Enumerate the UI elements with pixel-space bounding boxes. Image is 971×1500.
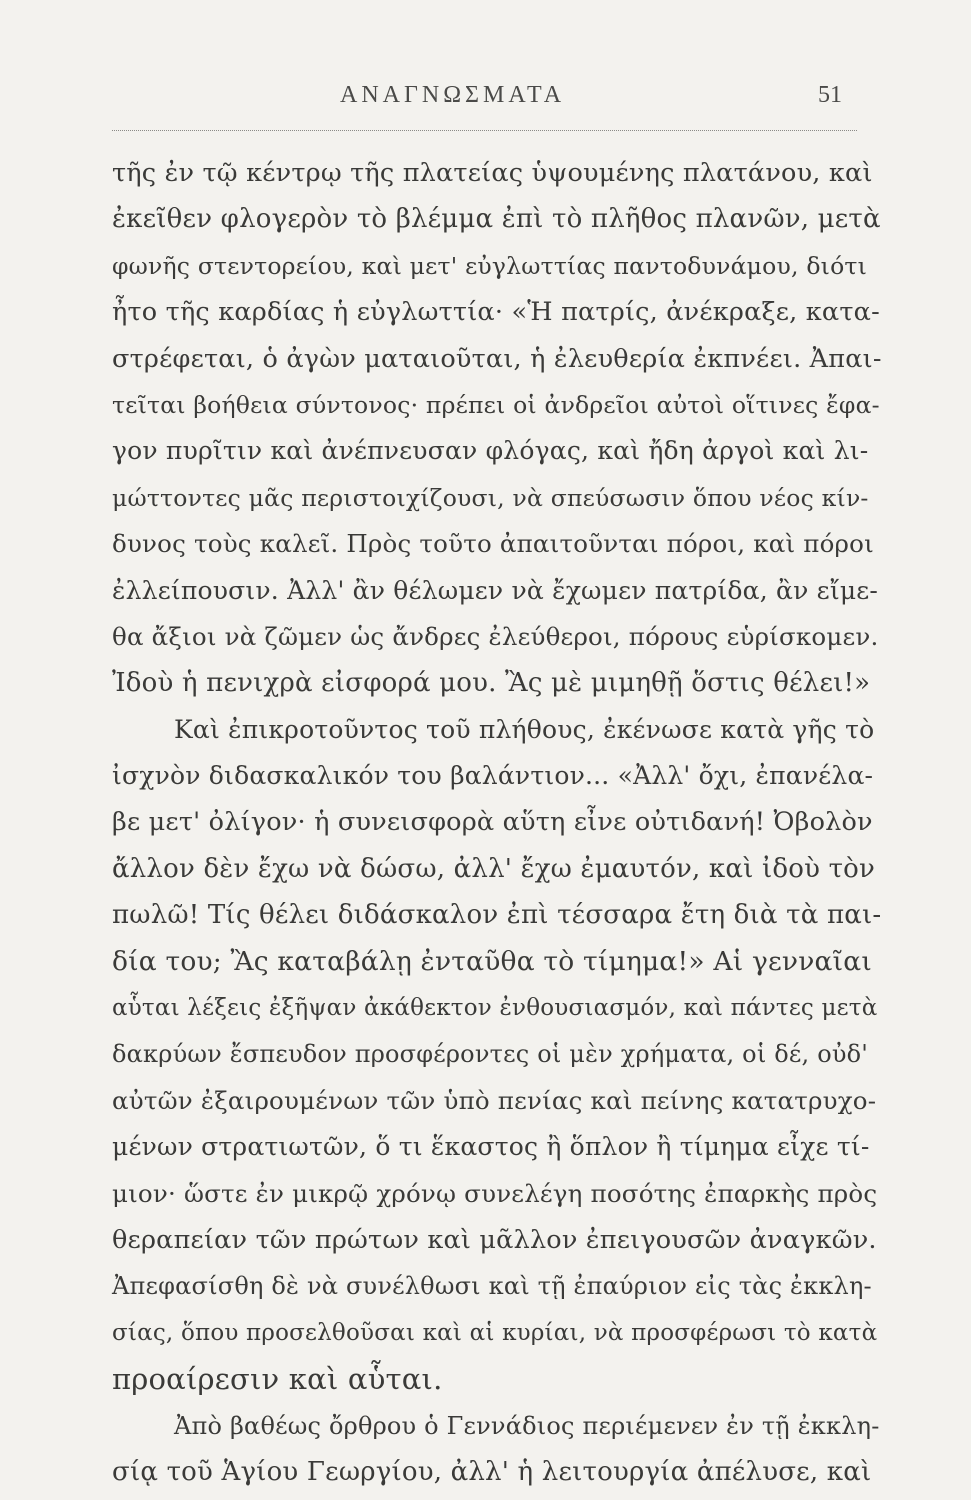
text-line: θα ἄξιοι νὰ ζῶμεν ὡς ἄνδρες ἐλεύθεροι, πόρους εὑρίσκομεν. — [112, 621, 879, 651]
text-line: πωλῶ! Τίς θέλει διδάσκαλον ἐπὶ τέσσαρα ἔτη διὰ τὰ παι- — [112, 900, 882, 931]
text-line: σίας, ὅπου προσελθοῦσαι καὶ αἱ κυρίαι, νὰ προσφέρωσι τὸ κατὰ — [112, 1319, 878, 1346]
text-line: μώττοντες μᾶς περιστοιχίζουσι, νὰ σπεύσωσιν ὅπου νέος κίν- — [112, 483, 869, 512]
text-line: αὐτῶν ἐξαιρουμένων τῶν ὑπὸ πενίας καὶ πείνης κατατρυχο- — [112, 1085, 877, 1115]
text-line: ἄλλον δὲν ἔχω νὰ δώσω, ἀλλ' ἔχω ἐμαυτόν, καὶ ἰδοὺ τὸν — [112, 853, 876, 884]
body-text — [112, 150, 882, 1495]
text-line: δυνος τοὺς καλεῖ. Πρὸς τοῦτο ἀπαιτοῦνται πόροι, καὶ πόροι — [112, 529, 874, 559]
text-line: σίᾳ τοῦ Ἁγίου Γεωργίου, ἀλλ' ἡ λειτουργία ἀπέλυσε, καὶ — [112, 1456, 872, 1487]
text-line: δία του; Ἂς καταβάλῃ ἐνταῦθα τὸ τίμημα!» Αἱ γενναῖαι — [112, 945, 872, 977]
paragraph-first-line: Ἀπὸ βαθέως ὄρθρου ὁ Γεννάδιος περιέμενεν ἐν τῇ ἐκκλη- — [174, 1411, 880, 1440]
running-title: ΑΝΑΓΝΩΣΜΑΤΑ — [340, 82, 566, 108]
text-line: βε μετ' ὀλίγον· ἡ συνεισφορὰ αὕτη εἶνε οὐτιδανή! Ὀβολὸν — [112, 807, 873, 838]
paragraph-first-line: Καὶ ἐπικροτοῦντος τοῦ πλήθους, ἐκένωσε κατὰ γῆς τὸ — [174, 714, 875, 744]
text-line: προαίρεσιν καὶ αὗται. — [112, 1362, 443, 1397]
text-line: ἐλλείπουσιν. Ἀλλ' ἂν θέλωμεν νὰ ἔχωμεν πατρίδα, ἂν εἴμε- — [112, 575, 879, 605]
text-line: θεραπείαν τῶν πρώτων καὶ μᾶλλον ἐπειγουσῶν ἀναγκῶν. — [112, 1224, 877, 1255]
header-divider — [112, 130, 857, 131]
text-line: μένων στρατιωτῶν, ὅ τι ἕκαστος ἢ ὅπλον ἢ τίμημα εἶχε τί- — [112, 1132, 870, 1162]
page-number: 51 — [818, 82, 842, 108]
text-line: τεῖται βοήθεια σύντονος· πρέπει οἱ ἀνδρεῖοι αὐτοὶ οἵτινες ἔφα- — [112, 390, 880, 419]
text-line: αὗται λέξεις ἐξῆψαν ἀκάθεκτον ἐνθουσιασμόν, καὶ πάντες μετὰ — [112, 995, 878, 1022]
text-line: γον πυρῖτιν καὶ ἀνέπνευσαν φλόγας, καὶ ἤδη ἀργοὶ καὶ λι- — [112, 436, 869, 466]
text-line: Ἀπεφασίσθη δὲ νὰ συνέλθωσι καὶ τῇ ἐπαύριον εἰς τὰς ἐκκλη- — [112, 1272, 872, 1301]
text-line: ἦτο τῆς καρδίας ἡ εὐγλωττία· «Ἡ πατρίς, ἀνέκραξε, κατα- — [112, 297, 880, 328]
text-line: φωνῆς στεντορείου, καὶ μετ' εὐγλωττίας παντοδυνάμου, διότι — [112, 251, 868, 280]
text-line: Ἰδοὺ ἡ πενιχρὰ εἰσφορά μου. Ἂς μὲ μιμηθῇ ὅστις θέλει!» — [112, 668, 871, 699]
text-line: δακρύων ἔσπευδον προσφέροντες οἱ μὲν χρήματα, οἱ δέ, οὐδ' — [112, 1040, 869, 1069]
text-line: ἐκεῖθεν φλογερὸν τὸ βλέμμα ἐπὶ τὸ πλῆθος πλανῶν, μετὰ — [112, 204, 881, 235]
text-line: στρέφεται, ὁ ἀγὼν ματαιοῦται, ἡ ἐλευθερία ἐκπνέει. Ἀπαι- — [112, 343, 882, 374]
text-line: τῆς ἐν τῷ κέντρῳ τῆς πλατείας ὑψουμένης πλατάνου, καὶ — [112, 158, 873, 188]
text-line: ἰσχνὸν διδασκαλικόν του βαλάντιον... «Ἀλλ' ὄχι, ἐπανέλα- — [112, 761, 874, 791]
text-line: μιον· ὥστε ἐν μικρῷ χρόνῳ συνελέγη ποσότης ἐπαρκὴς πρὸς — [112, 1178, 878, 1208]
running-header — [0, 82, 971, 122]
